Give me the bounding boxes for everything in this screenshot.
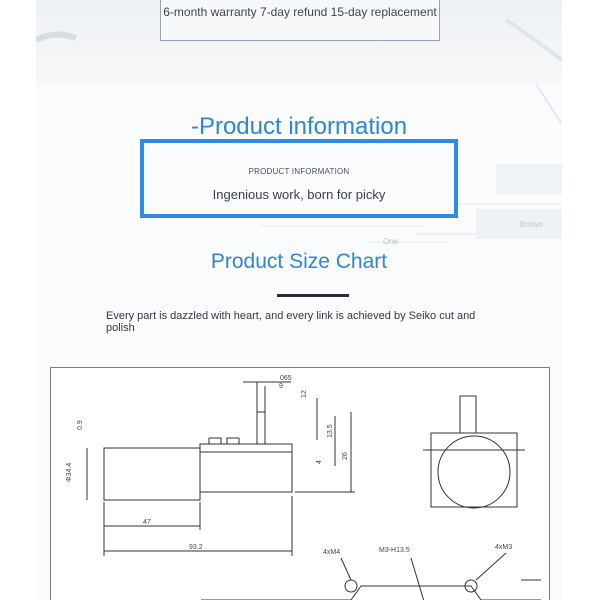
gearbox-tab [209,438,221,444]
front-gearbox [431,433,517,507]
leader-line [476,553,506,580]
leader-line [411,558,426,600]
dim-065: 065 [280,375,292,382]
motor-technical-drawing [51,368,551,600]
warranty-box [160,0,440,41]
size-chart-description: Every part is dazzled with heart, and every link is achieved by Seiko cut and polish [106,310,476,334]
title-underline [277,294,349,297]
dim-26: 26 [342,452,349,460]
dim-m3-h13-5: M3-H13.5 [379,547,410,554]
dim-4xm4: 4xM4 [323,549,341,556]
product-detail-panel [36,0,562,600]
dim-47: 47 [143,519,151,526]
gearbox-tab [227,438,239,444]
product-information-caption: PRODUCT INFORMATION [248,167,350,176]
front-motor-circle [438,436,510,508]
dim-12: 12 [301,390,308,398]
mount-hole [345,580,357,592]
product-tagline: Ingenious work, born for picky [212,187,386,202]
banner-stroke [36,34,76,40]
left-margin [0,0,36,600]
warranty-banner [36,0,562,84]
motor-body [104,448,200,500]
banner-stroke [506,20,562,60]
dim-9: 9 [279,383,283,390]
dim-0-9: 0.9 [77,420,84,430]
output-shaft [257,412,265,444]
dimension-drawing [50,367,550,600]
bg-label-one: One [383,237,399,246]
right-margin [562,0,600,600]
bottom-outline [201,586,541,600]
dim-4: 4 [316,460,323,464]
product-information-frame [140,139,458,218]
leader-line [341,558,351,580]
tech-block [496,164,562,194]
dim-93-2: 93.2 [189,544,203,551]
product-size-chart-title: Product Size Chart [210,250,388,273]
dim-4xm3: 4xM3 [495,544,513,551]
tech-block [476,209,562,239]
warranty-text: 6-month warranty 7-day refund 15-day replacement [163,5,437,19]
front-shaft [460,396,476,433]
product-information-title: -Product information [190,113,408,140]
dim-13-5: 13.5 [327,424,334,438]
dim-diameter: Φ34.4 [66,462,73,482]
bg-label-brown: Brown [520,220,543,229]
gearbox [200,444,292,492]
